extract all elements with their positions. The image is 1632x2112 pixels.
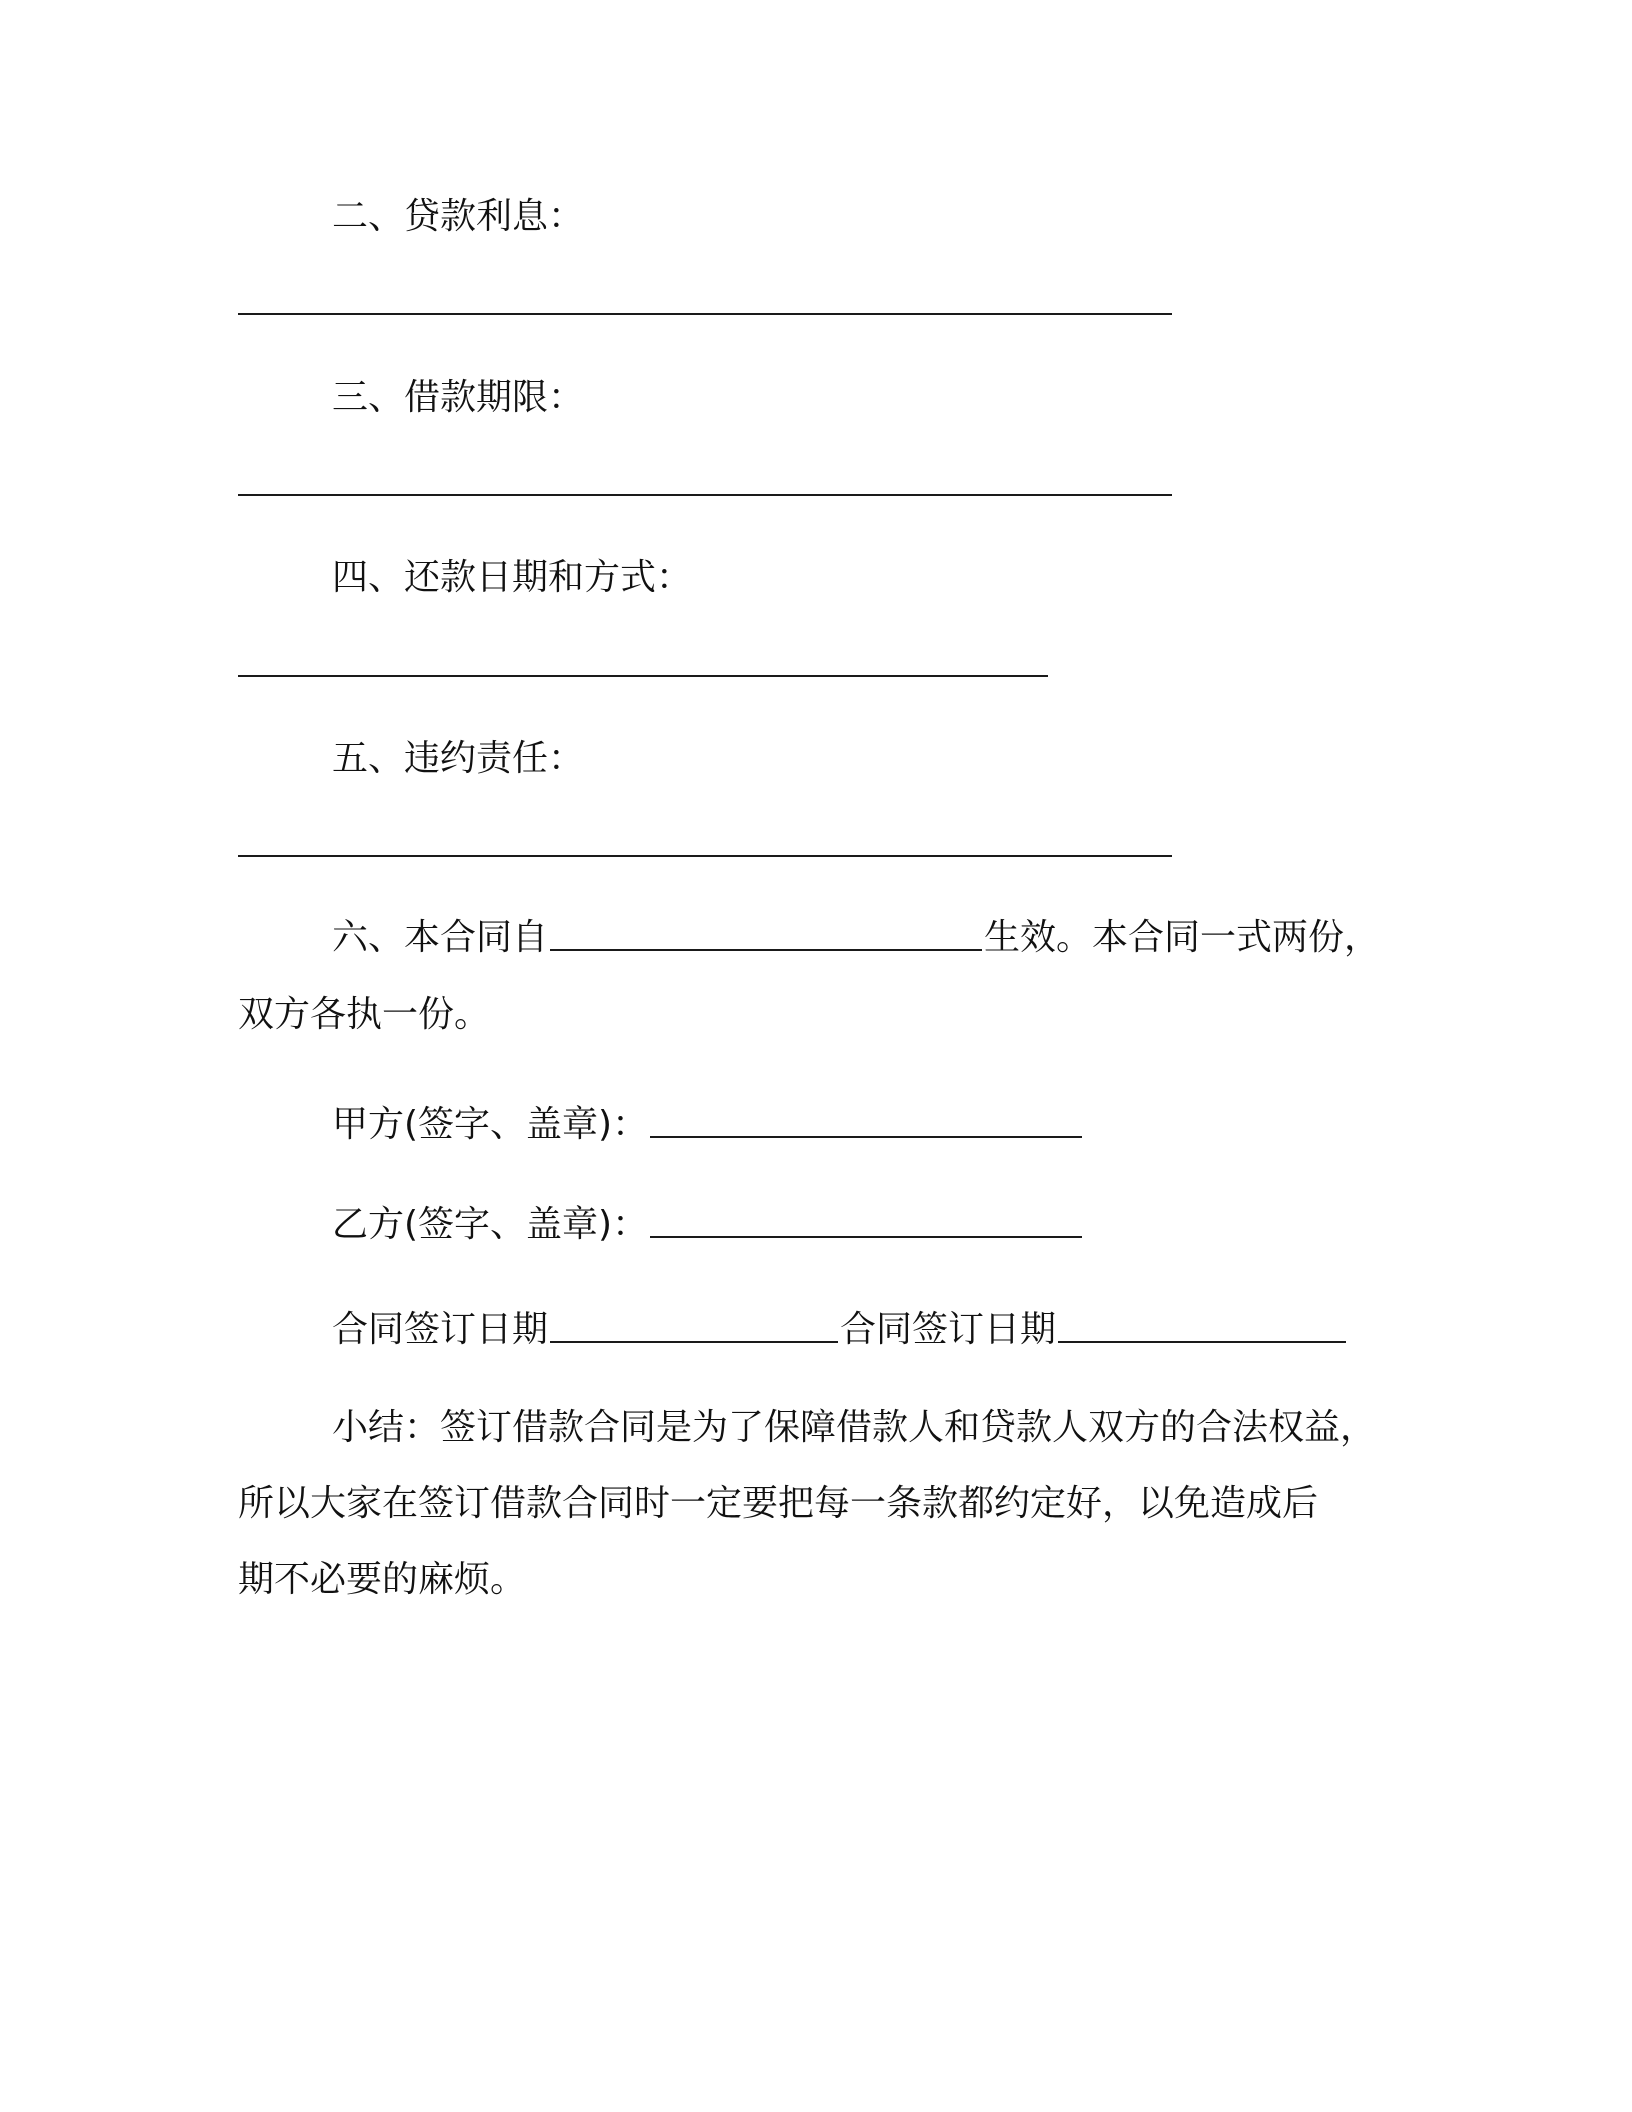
summary-line-3: 期不必要的麻烦。 [238,1559,527,1600]
party-a-signature-blank [650,1135,1082,1138]
party-a-label: 甲方(签字、盖章)： [332,1104,649,1145]
summary-line-2: 所以大家在签订借款合同时一定要把每一条款都约定好，以免造成后 [238,1483,1319,1524]
clause-term-heading: 三、借款期限： [332,377,585,418]
signing-date-blank-2 [1058,1340,1346,1343]
party-b-signature-line [332,1205,1084,1245]
clause-liability-blank-line [238,855,1172,857]
effect-clause-line [332,918,1380,958]
party-a-signature-line [332,1105,1084,1145]
clause-repayment-blank-line [238,675,1048,677]
clause-term-blank-line [238,494,1172,496]
clause-repayment-heading: 四、还款日期和方式： [332,557,693,598]
signing-date-label-2: 合同签订日期 [840,1309,1057,1350]
effect-clause-continuation: 双方各执一份。 [238,994,491,1035]
summary-line-1: 小结：签订借款合同是为了保障借款人和贷款人双方的合法权益， [332,1407,1377,1448]
clause-interest-heading: 二、贷款利息： [332,196,585,237]
signing-date-blank-1 [550,1340,838,1343]
party-b-label: 乙方(签字、盖章)： [332,1204,649,1245]
signing-date-label-1: 合同签订日期 [332,1309,549,1350]
effect-date-blank [550,948,982,951]
effect-prefix: 六、本合同自 [332,917,549,958]
party-b-signature-blank [650,1235,1082,1238]
effect-suffix: 生效。本合同一式两份， [984,917,1381,958]
clause-interest-blank-line [238,313,1172,315]
clause-liability-heading: 五、违约责任： [332,738,585,779]
signing-date-line [332,1310,1348,1350]
